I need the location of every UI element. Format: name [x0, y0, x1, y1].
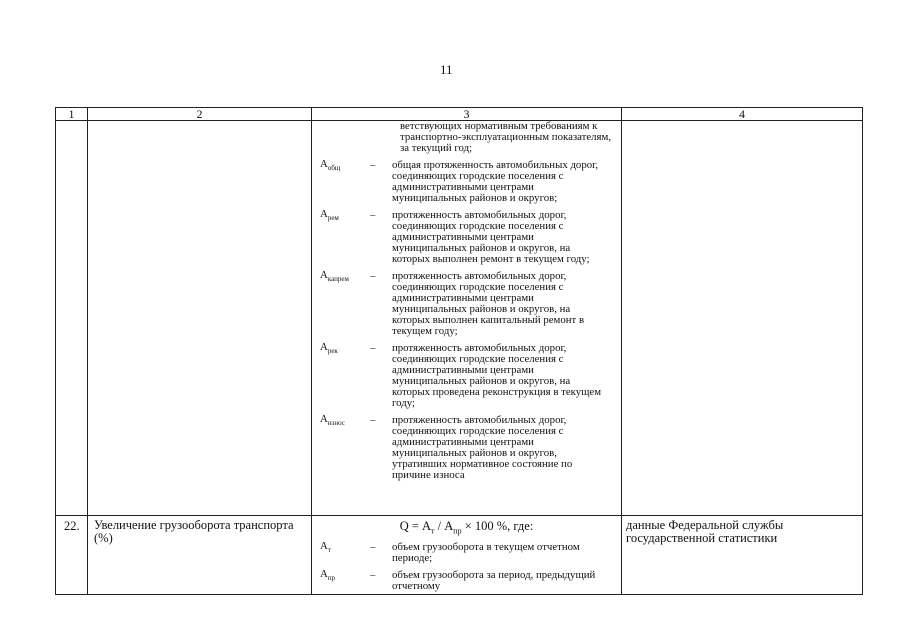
definition-symbol: $А_{рек}$ — [320, 341, 338, 356]
definition-symbol: $А_{рем}$ — [320, 208, 339, 223]
definition-list — [312, 160, 621, 481]
indicator-name: Увеличение грузооборота транспорта (%) — [88, 516, 312, 595]
definition-symbol: $А_т$ — [320, 539, 331, 554]
header-row — [56, 108, 863, 121]
cell-indicator — [88, 121, 312, 516]
definition-symbol: $А_{общ}$ — [320, 158, 341, 173]
cell-method — [312, 121, 622, 516]
header-col-4: 4 — [622, 108, 863, 121]
page-number: 11 — [440, 62, 453, 77]
table-row — [56, 121, 863, 516]
definition-dash: – — [370, 209, 376, 221]
definition-dash: – — [370, 540, 376, 553]
definition-text: общая протяженность автомобильных дорог, соединяющих городские поселения с административными центрами муниципальных районов и округов; — [392, 159, 599, 204]
definition-item — [312, 343, 621, 409]
definition-item — [312, 539, 621, 564]
definition-symbol: $А_{капрем}$ — [320, 269, 349, 284]
definition-symbol: $А_{пр}$ — [320, 567, 336, 582]
header-col-1: 1 — [56, 108, 88, 121]
definition-text: объем грузооборота в текущем отчетном периоде; — [392, 540, 580, 564]
cell-source — [622, 121, 863, 516]
definition-text: протяженность автомобильных дорог, соединяющих городские поселения с административными центрами муниципальных районов и округов, утративших нормативное состояние по причине износа — [392, 414, 573, 481]
definition-item — [312, 210, 621, 265]
definition-list — [312, 539, 621, 592]
definition-item — [312, 415, 621, 481]
definition-dash: – — [370, 270, 376, 282]
formula: $Q = А_т / А_{пр} \times 100$ %, где: — [399, 519, 534, 536]
definition-symbol: $А_{износ}$ — [320, 413, 345, 428]
cell-number — [56, 121, 88, 516]
definition-item — [312, 160, 621, 204]
cell-method — [312, 516, 622, 595]
header-col-3: 3 — [312, 108, 622, 121]
definition-dash: – — [370, 159, 376, 171]
definition-dash: – — [370, 342, 376, 354]
definition-dash: – — [370, 568, 376, 581]
indicator-table — [55, 107, 863, 595]
definition-dash: – — [370, 414, 376, 426]
definition-item — [312, 271, 621, 337]
continuation-text: ветствующих нормативным требованиям к транспортно-эксплуатационным показателям, за текущий год; — [400, 120, 612, 154]
row-number: 22. — [56, 516, 88, 595]
definition-text: объем грузооборота за период, предыдущий отчетному — [392, 568, 596, 592]
definition-item — [312, 567, 621, 592]
definition-text: протяженность автомобильных дорог, соединяющих городские поселения с административными центрами муниципальных районов и округов, на которых выполнен капитальный ремонт в текущем году; — [392, 270, 585, 337]
definition-text: протяженность автомобильных дорог, соединяющих городские поселения с административными центрами муниципальных районов и округов, на которых проведена реконструкция в текущем году; — [392, 342, 602, 409]
data-source: данные Федеральной службы государственной статистики — [622, 516, 863, 595]
header-col-2: 2 — [88, 108, 312, 121]
table-row — [56, 516, 863, 595]
definition-text: протяженность автомобильных дорог, соединяющих городские поселения с административными центрами муниципальных районов и округов, на которых выполнен ремонт в текущем году; — [392, 209, 590, 265]
